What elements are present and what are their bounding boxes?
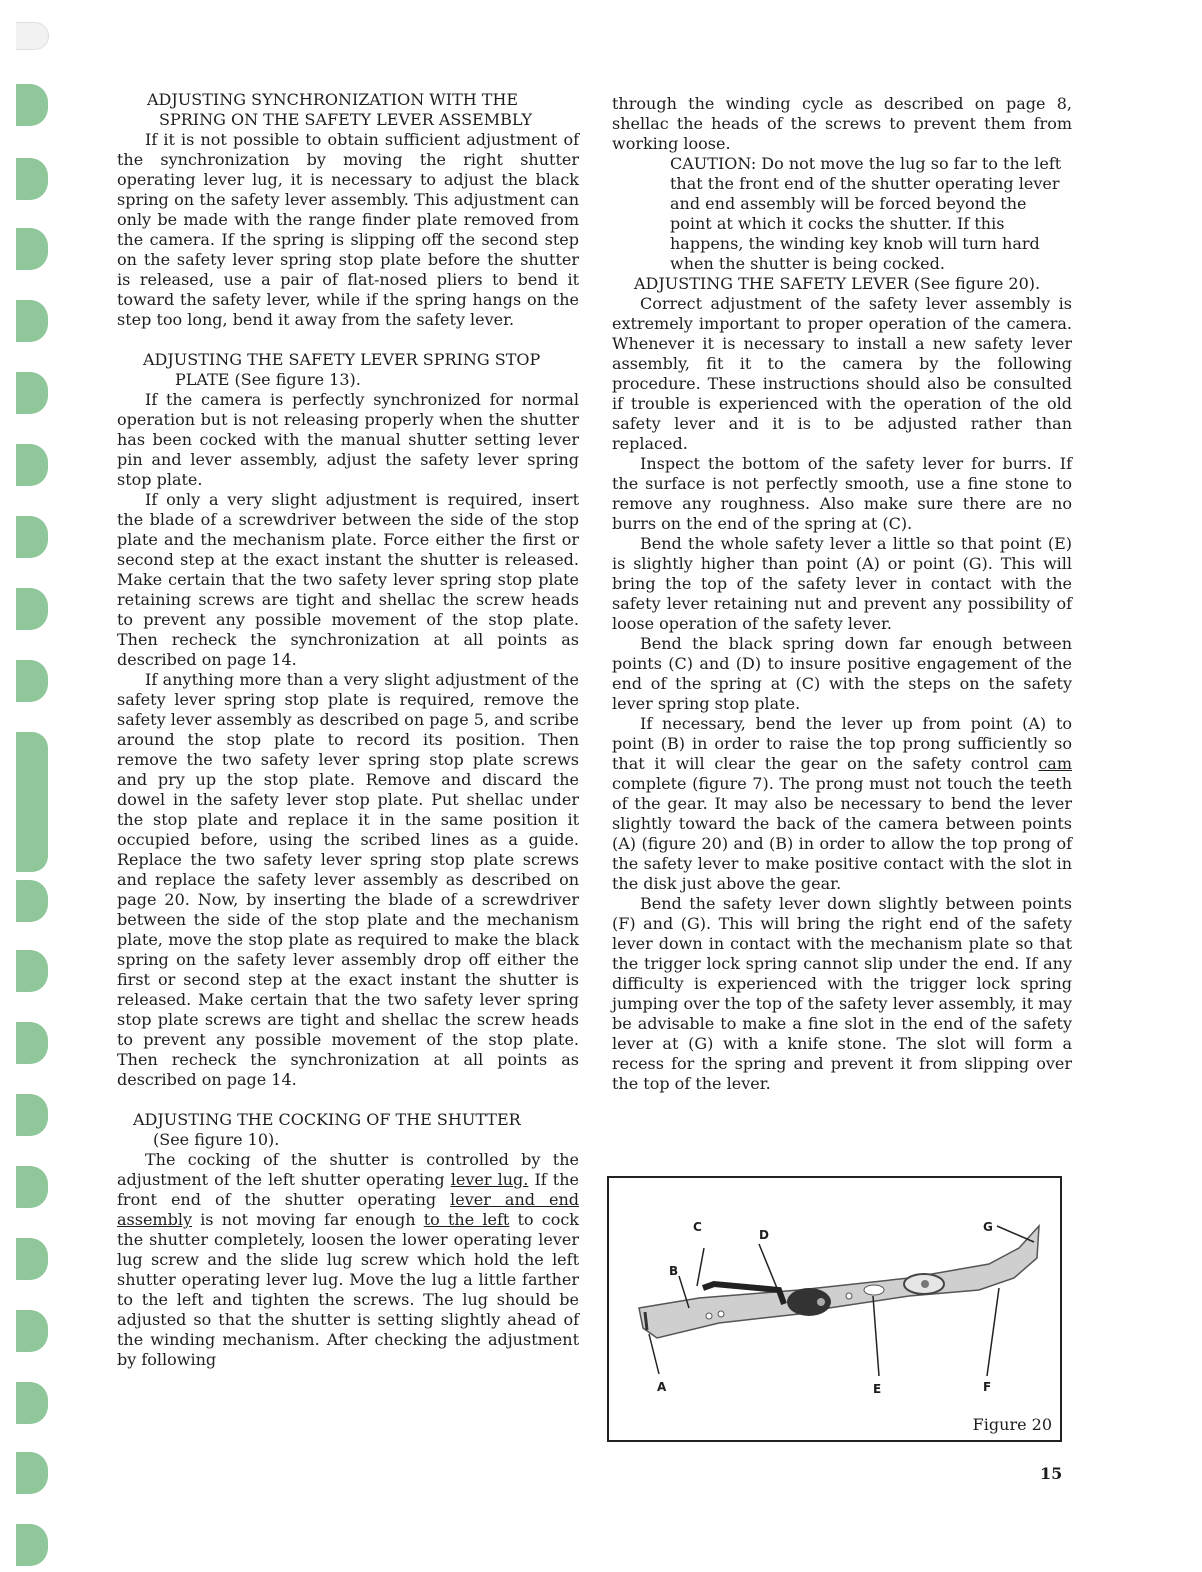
label-f: F (983, 1380, 992, 1394)
left-column (117, 90, 579, 1370)
lever-slot (864, 1285, 884, 1295)
heading-line: PLATE (See figure 13). (175, 370, 361, 389)
binding-hole (16, 1452, 48, 1494)
paragraph: If the camera is perfectly synchronized for normal operation but is not releasing properly when the shutter has been cocked with the manual shutter setting lever pin and lever assembly, adjust the safety lever spring stop plate. (117, 390, 579, 489)
lever-tab-a (645, 1312, 647, 1330)
binding-hole (16, 588, 48, 630)
section-heading (117, 90, 579, 130)
page-number: 15 (1040, 1464, 1063, 1483)
underlined-text: cam (1038, 754, 1072, 773)
binding-hole (16, 1166, 48, 1208)
binding-hole (16, 300, 48, 342)
paragraph: If only a very slight adjustment is required, insert the blade of a screwdriver between the side of the stop plate and the mechanism plate. Force either the first or second step at the exact instant the shutter is released. Make certain that the two safety lever spring stop plate retaining screws are tight and shellac the screw heads to prevent any possible movement of the stop plate. Then recheck the synchronization at all points as described on page 14. (117, 490, 579, 669)
text-run: If necessary, bend the lever up from point (A) to point (B) in order to raise the top prong sufficiently so that it will clear the gear on the safety control (612, 714, 1072, 773)
binding-hole (16, 22, 49, 50)
caution-note: CAUTION: Do not move the lug so far to the left that the front end of the shutter operating lever and end assembly will be forced beyond the point at which it cocks the shutter. If this happens, the winding key knob will turn hard when the shutter is being cocked. (670, 154, 1062, 273)
paragraph: Bend the whole safety lever a little so that point (E) is slightly higher than point (A) or point (G). This will bring the top of the safety lever in contact with the safety lever retaining nut and prevent any possibility of loose operation of the safety lever. (612, 534, 1072, 633)
leader-e (873, 1296, 879, 1376)
paragraph: If it is not possible to obtain sufficient adjustment of the synchronization by moving the right shutter operating lever lug, it is necessary to adjust the black spring on the safety lever assembly. This adjustment can only be made with the range finder plate removed from the camera. If the spring is slipping off the second step on the safety lever spring stop plate before the shutter is released, use a pair of flat-nosed pliers to bend it toward the safety lever, while if the spring hangs on the step too long, bend it away from the safety lever. (117, 130, 579, 329)
text-run: to cock the shutter completely, loosen the lower operating lever lug screw and the slide lug screw which hold the left shutter operating lever lug. Move the lug a little farther to the left and tighten the screws. The lug should be adjusted so that the shutter is setting slightly ahead of the winding mechanism. After checking the adjustment by following (117, 1210, 580, 1369)
spiral-binding (0, 0, 60, 1572)
rivet (817, 1298, 825, 1306)
paragraph: If anything more than a very slight adjustment of the safety lever spring stop plate is required, remove the safety lever assembly as described on page 5, and scribe around the stop plate to record its position. Then remove the two safety lever spring stop plate screws and pry up the stop plate. Remove and discard the dowel in the safety lever stop plate. Put shellac under the stop plate and replace it in the same position it occupied before, using the scribed lines as a guide. Replace the two safety lever spring stop plate screws and replace the safety lever assembly as described on page 20. Now, by inserting the blade of a screwdriver between the side of the stop plate and the mechanism plate, move the stop plate as required to make the black spring on the safety lever assembly drop off either the first or second step at the exact instant the shutter is released. Make certain that the two safety lever spring stop plate screws are tight and shellac the screw heads to prevent any possible movement of the stop plate. Then recheck the synchronization at all points as described on page 14. (117, 670, 579, 1089)
label-e: E (873, 1382, 882, 1396)
underlined-text: lever lug. (450, 1170, 529, 1189)
leader-f (987, 1288, 999, 1376)
leader-g (997, 1226, 1034, 1242)
binding-hole (16, 1524, 48, 1566)
binding-hole (16, 950, 48, 992)
paragraph: through the winding cycle as described on page 8, shellac the heads of the screws to prevent them from working loose. (612, 94, 1072, 153)
binding-hole (16, 1094, 48, 1136)
paragraph (117, 1150, 579, 1370)
lever-screw (921, 1280, 929, 1288)
safety-lever-illustration (609, 1178, 1060, 1440)
binding-hole (16, 372, 48, 414)
paragraph (612, 714, 1072, 894)
paragraph: Inspect the bottom of the safety lever for burrs. If the surface is not perfectly smooth, use a fine stone to remove any roughness. Also make sure there are no burrs on the end of the spring at (C). (612, 454, 1072, 533)
lever-hole (846, 1293, 852, 1299)
figure-caption: Figure 20 (972, 1415, 1052, 1434)
section-heading (117, 350, 579, 390)
binding-hole (16, 158, 48, 200)
binding-hole (16, 732, 48, 872)
binding-hole (16, 660, 48, 702)
binding-hole (16, 1310, 48, 1352)
label-a: A (657, 1380, 667, 1394)
binding-hole (16, 516, 48, 558)
leader-a (649, 1334, 659, 1374)
binding-hole (16, 444, 48, 486)
text-run: The cocking of the shutter is controlled by the adjustment of the left shutter operating (117, 1150, 579, 1189)
binding-hole (16, 1382, 48, 1424)
heading-line: SPRING ON THE SAFETY LEVER ASSEMBLY (159, 110, 533, 129)
heading-line: (See figure 10). (153, 1130, 280, 1149)
heading-line: ADJUSTING THE SAFETY LEVER SPRING STOP (143, 350, 541, 369)
lever-hole (706, 1313, 712, 1319)
text-run: complete (figure 7). The prong must not touch the teeth of the gear. It may also be necessary to bend the lever slightly toward the back of the camera between points (A) (figure 20) and (B) in order to allow the top prong of the safety lever to make positive contact with the slot in the disk just above the gear. (612, 774, 1072, 893)
binding-hole (16, 880, 48, 922)
figure-20 (607, 1176, 1062, 1442)
right-column (612, 94, 1072, 1094)
paragraph: Correct adjustment of the safety lever assembly is extremely important to proper operation of the camera. Whenever it is necessary to install a new safety lever assembly, fit it to the camera by the following procedure. These instructions should also be consulted if trouble is experienced with the operation of the old safety lever and it is to be adjusted rather than replaced. (612, 294, 1072, 453)
text-run: is not moving far enough (192, 1210, 424, 1229)
paragraph: Bend the black spring down far enough between points (C) and (D) to insure positive engagement of the end of the spring at (C) with the steps on the safety lever spring stop plate. (612, 634, 1072, 713)
binding-hole (16, 228, 48, 270)
section-heading: ADJUSTING THE SAFETY LEVER (See figure 20). (634, 274, 1041, 293)
label-d: D (759, 1228, 769, 1242)
text-run: If the front end of the shutter operating (117, 1170, 579, 1209)
lever-body (639, 1226, 1039, 1338)
label-c: C (693, 1220, 702, 1234)
heading-line: ADJUSTING THE COCKING OF THE SHUTTER (133, 1110, 521, 1129)
underlined-text: lever and end assembly (117, 1190, 580, 1229)
underlined-text: to the left (423, 1210, 510, 1229)
binding-hole (16, 84, 48, 126)
leader-c (697, 1248, 704, 1286)
section-heading (117, 1110, 579, 1150)
lever-hole (718, 1311, 724, 1317)
binding-hole (16, 1238, 48, 1280)
label-b: B (669, 1264, 679, 1278)
paragraph: Bend the safety lever down slightly between points (F) and (G). This will bring the right end of the safety lever down in contact with the mechanism plate so that the trigger lock spring cannot slip under the end. If any difficulty is experienced with the trigger lock spring jumping over the top of the safety lever assembly, it may be advisable to make a fine slot in the end of the safety lever at (G) with a knife stone. The slot will form a recess for the spring and prevent it from slipping over the top of the lever. (612, 894, 1072, 1093)
heading-line: ADJUSTING SYNCHRONIZATION WITH THE (147, 90, 519, 109)
label-g: G (983, 1220, 993, 1234)
binding-hole (16, 1022, 48, 1064)
